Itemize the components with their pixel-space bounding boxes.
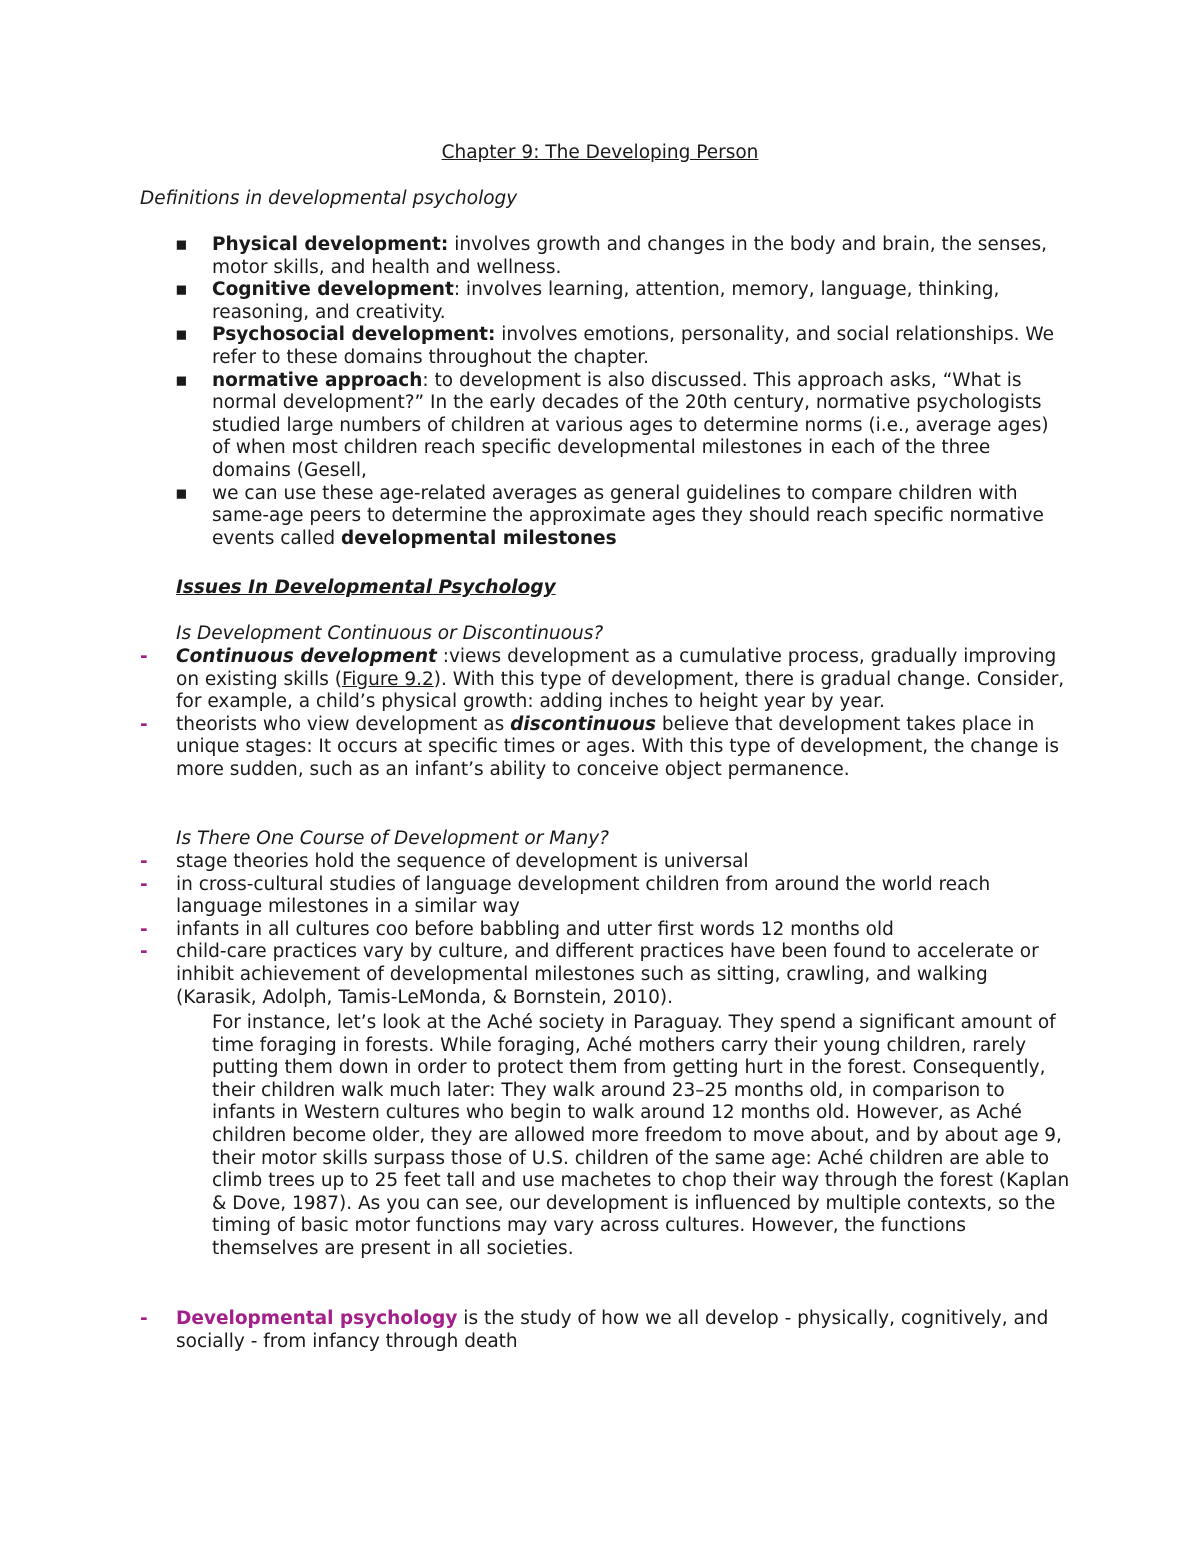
- dash-bullet-icon: -: [140, 1308, 148, 1329]
- list-item: [140, 370, 1070, 483]
- bullet-icon: ▪: [175, 324, 188, 346]
- term-normative-approach: normative approach: [212, 369, 423, 391]
- definitions-heading: Definitions in developmental psychology: [140, 188, 518, 209]
- definition-text: involves emotions, personality, and social relationships. We refer to these domains throughout the chapter.: [212, 324, 1054, 368]
- issues-heading: Issues In Developmental Psychology: [176, 577, 556, 598]
- term-cognitive-development: Cognitive development: [212, 279, 454, 301]
- list-item: [140, 714, 1070, 782]
- list-item: [140, 279, 1070, 324]
- bullet-icon: ▪: [175, 482, 188, 504]
- dash-bullet-icon: -: [140, 941, 148, 963]
- dash-bullet-icon: -: [140, 851, 148, 872]
- item-text: in cross-cultural studies of language development children from around the world reach language milestones in a similar way: [176, 873, 991, 918]
- list-item: [140, 874, 1070, 919]
- definition-text: we can use these age-related averages as general guidelines to compare children with same-age peers to determine the approximate ages they should reach specific normative events called: [212, 482, 1044, 549]
- dash-bullet-icon: -: [140, 918, 148, 940]
- bullet-icon: ▪: [175, 234, 188, 255]
- term-discontinuous: discontinuous: [510, 713, 657, 735]
- list-item: [140, 1308, 1070, 1353]
- continuity-list: [140, 646, 1070, 782]
- definition-text: involves growth and changes in the body and brain, the senses, motor skills, and health and wellness.: [212, 234, 1047, 278]
- list-item: [140, 851, 1070, 874]
- definition-text: : to development is also discussed. This approach asks, “What is normal development?” In the early decades of the 20th century, normative psychologists studied large numbers of children at various ages to determine norms (i.e., average ages) of when most children reach specific developmental milestones in each of the three domains (Gesell,: [212, 369, 1049, 481]
- definitions-list: [140, 234, 1070, 550]
- list-item: [140, 941, 1070, 1009]
- term-developmental-milestones: developmental milestones: [341, 527, 617, 549]
- item-text: infants in all cultures coo before babbling and utter first words 12 months old: [176, 918, 894, 940]
- list-item: [140, 483, 1070, 551]
- item-text: stage theories hold the sequence of development is universal: [176, 851, 749, 872]
- item-text: is the study of how we all develop - physically, cognitively, and socially - from infancy through death: [176, 1308, 1049, 1352]
- item-text: ). With this type of development, there is gradual change. Consider, for example, a child’s physical growth: adding inches to height year by year.: [176, 668, 1065, 713]
- bullet-icon: ▪: [175, 369, 188, 391]
- bullet-icon: ▪: [175, 279, 188, 301]
- course-list: [140, 851, 1070, 1009]
- term-physical-development: Physical development:: [212, 234, 449, 255]
- ache-paragraph: For instance, let’s look at the Aché society in Paraguay. They spend a significant amount of time foraging in forests. While foraging, Aché mothers carry their young children, rarely putting them down in order to protect them from getting hurt in the forest. Consequently, their children walk much later: They walk around 23–25 months old, in comparison to infants in Western cultures who begin to walk around 12 months old. However, as Aché children become older, they are allowed more freedom to move about, and by about age 9, their motor skills surpass those of U.S. children of the same age: Aché children are able to climb trees up to 25 feet tall and use machetes to chop their way through the forest (Kaplan & Dove, 1987). As you can see, our development is influenced by multiple contexts, so the timing of basic motor functions may vary across cultures. However, the functions themselves are present in all societies.: [212, 1012, 1070, 1259]
- item-text: believe that development takes place in unique stages: It occurs at specific times or ages. With this type of development, the change is more sudden, such as an infant’s ability to conceive object permanence.: [176, 713, 1059, 780]
- dash-bullet-icon: -: [140, 873, 148, 895]
- dash-bullet-icon: -: [140, 646, 148, 667]
- summary-list: [140, 1308, 1070, 1353]
- item-text: :views development as a cumulative process, gradually improving on existing skills (: [176, 646, 1057, 690]
- item-text: theorists who view development as: [176, 713, 511, 735]
- list-item: [140, 919, 1070, 942]
- term-developmental-psychology: Developmental psychology: [176, 1308, 458, 1329]
- question-course: Is There One Course of Development or Many?: [176, 828, 609, 849]
- definition-text: : involves learning, attention, memory, language, thinking, reasoning, and creativity.: [212, 279, 1000, 323]
- figure-link[interactable]: Figure 9.2: [341, 668, 434, 690]
- question-continuous: Is Development Continuous or Discontinuous?: [176, 623, 604, 644]
- item-text: child-care practices vary by culture, and different practices have been found to accelerate or inhibit achievement of developmental milestones such as sitting, crawling, and walking (Karasik, Adolph, Tamis-LeMonda, & Bornstein, 2010).: [176, 941, 1039, 1008]
- list-item: [140, 234, 1070, 279]
- list-item: [140, 324, 1070, 369]
- term-continuous-development: Continuous development: [176, 646, 437, 667]
- dash-bullet-icon: -: [140, 713, 148, 735]
- page-title: Chapter 9: The Developing Person: [441, 142, 759, 163]
- term-psychosocial-development: Psychosocial development:: [212, 324, 496, 346]
- list-item: [140, 646, 1070, 714]
